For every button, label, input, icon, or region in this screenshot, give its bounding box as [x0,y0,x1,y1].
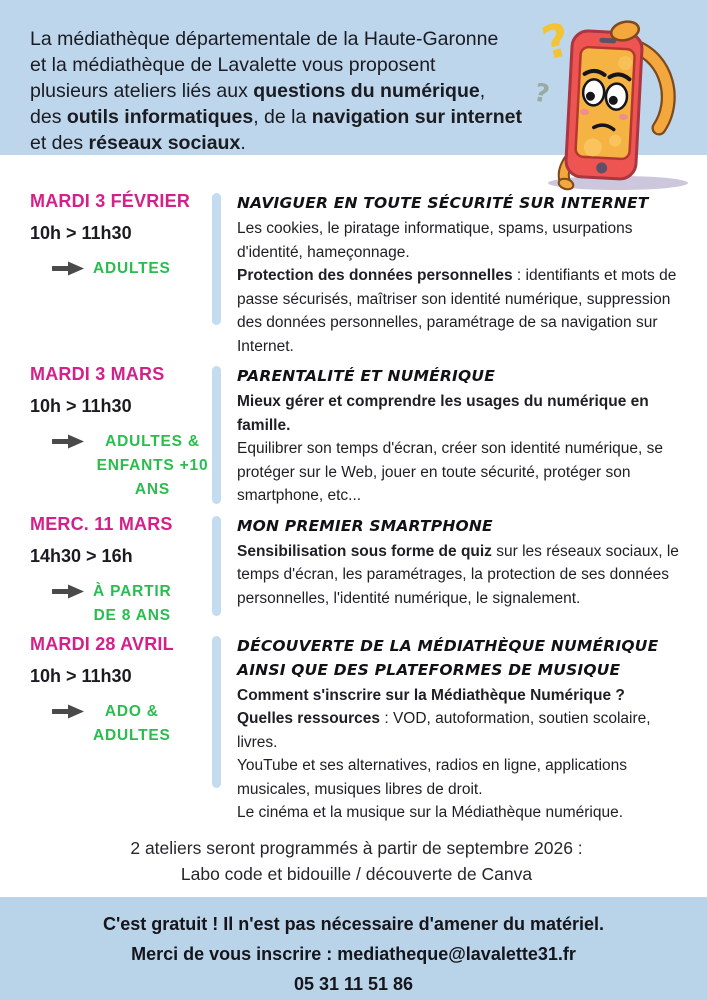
audience-line: À PARTIR [93,582,172,600]
paragraph-text: Les cookies, le piratage informatique, spams, usurpations d'identité, hameçonnage. [237,220,633,261]
intro-segment-bold: réseaux sociaux [88,132,241,154]
arrow-right-icon [52,433,85,449]
intro-segment-bold: navigation sur internet [311,106,522,128]
workshop-schedule [30,191,212,358]
workshop-time: 10h > 11h30 [30,396,132,416]
audience-text [93,430,212,502]
mascot-phone [565,30,643,179]
intro-line [30,130,550,156]
workshop-schedule [30,514,212,628]
workshop-audience [52,580,212,628]
workshop-paragraph [237,801,683,825]
workshop-paragraph [237,707,683,754]
question-mark-icon: ? [531,77,552,109]
audience-line: ADULTES & [105,433,200,450]
workshop-schedule [30,364,212,508]
footer-band [0,897,707,1000]
audience-text [93,257,171,281]
workshop-paragraph [237,390,683,437]
workshop-audience [52,700,212,748]
workshop-details [237,191,683,358]
divider-bar [212,516,221,616]
arrow-right-icon [52,703,85,719]
workshop-audience [52,257,212,281]
workshop-date: MERC. 11 MARS [30,513,173,534]
footer-phone-number: 05 31 11 51 86 [293,974,414,994]
workshop-paragraph [237,217,683,264]
audience-line: ADULTES [93,726,171,744]
audience-line: DE 8 ANS [93,606,171,624]
workshop-time: 10h > 11h30 [30,665,132,686]
workshop-title: PARENTALITÉ ET NUMÉRIQUE [237,367,495,385]
arrow-right-icon [52,583,85,599]
intro-segment: La médiathèque départementale de la Haute-Garonne [30,28,499,50]
workshop-time: 10h > 11h30 [30,223,132,243]
paragraph-lead: Protection des données personnelles [237,267,513,284]
workshop-paragraph [237,684,683,708]
audience-text [93,580,171,628]
paragraph-lead: Quelles ressources [237,710,381,728]
workshop-paragraph [237,540,683,611]
arrow-right-icon [52,260,85,276]
audience-line: ADULTES [93,260,171,277]
paragraph-lead: Comment s'inscrire sur la Médiathèque Numérique ? [237,686,625,704]
workshop-time: 14h30 > 16h [30,545,133,566]
paragraph-text: : VOD, autoformation, soutien scolaire, livres. [237,710,651,751]
divider-bar [212,193,221,325]
question-mark-icon: ? [536,11,576,71]
upcoming-workshops-note [30,835,683,887]
workshop-date: MARDI 3 FÉVRIER [30,191,191,211]
divider-bar [212,366,221,504]
workshop-date: MARDI 28 AVRIL [30,633,174,654]
intro-line [30,78,550,104]
workshop-title: NAVIGUER EN TOUTE SÉCURITÉ SUR INTERNET [237,194,649,212]
paragraph-lead: Sensibilisation sous forme de quiz [237,542,492,560]
intro-segment: et la médiathèque de Lavalette vous proposent [30,54,436,76]
workshop-audience [52,430,212,502]
workshop-date: MARDI 3 MARS [30,364,165,384]
paragraph-lead: Mieux gérer et comprendre les usages du numérique en famille. [237,393,649,434]
intro-segment: , [479,80,486,102]
workshop-schedule [30,634,212,825]
workshop-paragraph [237,437,683,508]
audience-line: ENFANTS +10 ANS [96,457,209,499]
paragraph-text: Equilibrer son temps d'écran, créer son identité numérique, se protéger sur le Web, jouer en toute sécurité, protéger son smartphone, etc... [237,440,663,504]
note-line: Labo code et bidouille / découverte de Canva [180,864,533,884]
paragraph-text: sur les réseaux sociaux, le temps d'écran, les paramétrages, la protection de ses données personnelles, l'identité numérique, le signalement. [237,542,679,607]
intro-segment-bold: questions du numérique [253,80,480,102]
workshops-list [0,155,707,897]
paragraph-text: : identifiants et mots de passe sécurisés, maîtriser son identité numérique, suppression des données personnelles, paramétrage de sa navigation sur Internet. [237,267,677,355]
workshop-row [30,364,683,508]
audience-line: ADO & [104,702,159,720]
intro-line [30,104,550,130]
note-line: 2 ateliers seront programmés à partir de septembre 2026 : [130,838,583,858]
confused-smartphone-mascot-illustration [525,0,707,194]
workshop-title: DÉCOUVERTE DE LA MÉDIATHÈQUE NUMÉRIQUE AINSI QUE DES PLATEFORMES DE MUSIQUE [237,636,659,679]
paragraph-text: YouTube et ses alternatives, radios en ligne, applications musicales, musiques libres de droit. [237,757,628,798]
audience-text [93,700,171,748]
workshop-title: MON PREMIER SMARTPHONE [237,516,493,535]
intro-segment-bold: outils informatiques [66,106,254,128]
workshop-row [30,191,683,358]
divider-bar [212,636,221,788]
footer-free-line: C'est gratuit ! Il n'est pas nécessaire d'amener du matériel. [102,914,605,934]
paragraph-text: Le cinéma et la musique sur la Médiathèque numérique. [237,804,624,822]
intro-segment: plusieurs ateliers liés aux [30,80,254,102]
intro-segment: . [240,132,246,154]
workshop-details [237,514,683,628]
intro-segment: et des [30,132,89,154]
workshop-details [237,364,683,508]
intro-line [30,52,550,78]
workshop-row [30,514,683,628]
workshop-paragraph [237,264,683,358]
workshop-details [237,634,683,825]
workshop-paragraph [237,754,683,801]
intro-segment: , de la [253,106,312,128]
workshop-row [30,634,683,825]
intro-segment: des [30,106,67,128]
intro-line [30,26,550,52]
footer-contact-line: Merci de vous inscrire : mediatheque@lavalette31.fr [131,944,576,964]
